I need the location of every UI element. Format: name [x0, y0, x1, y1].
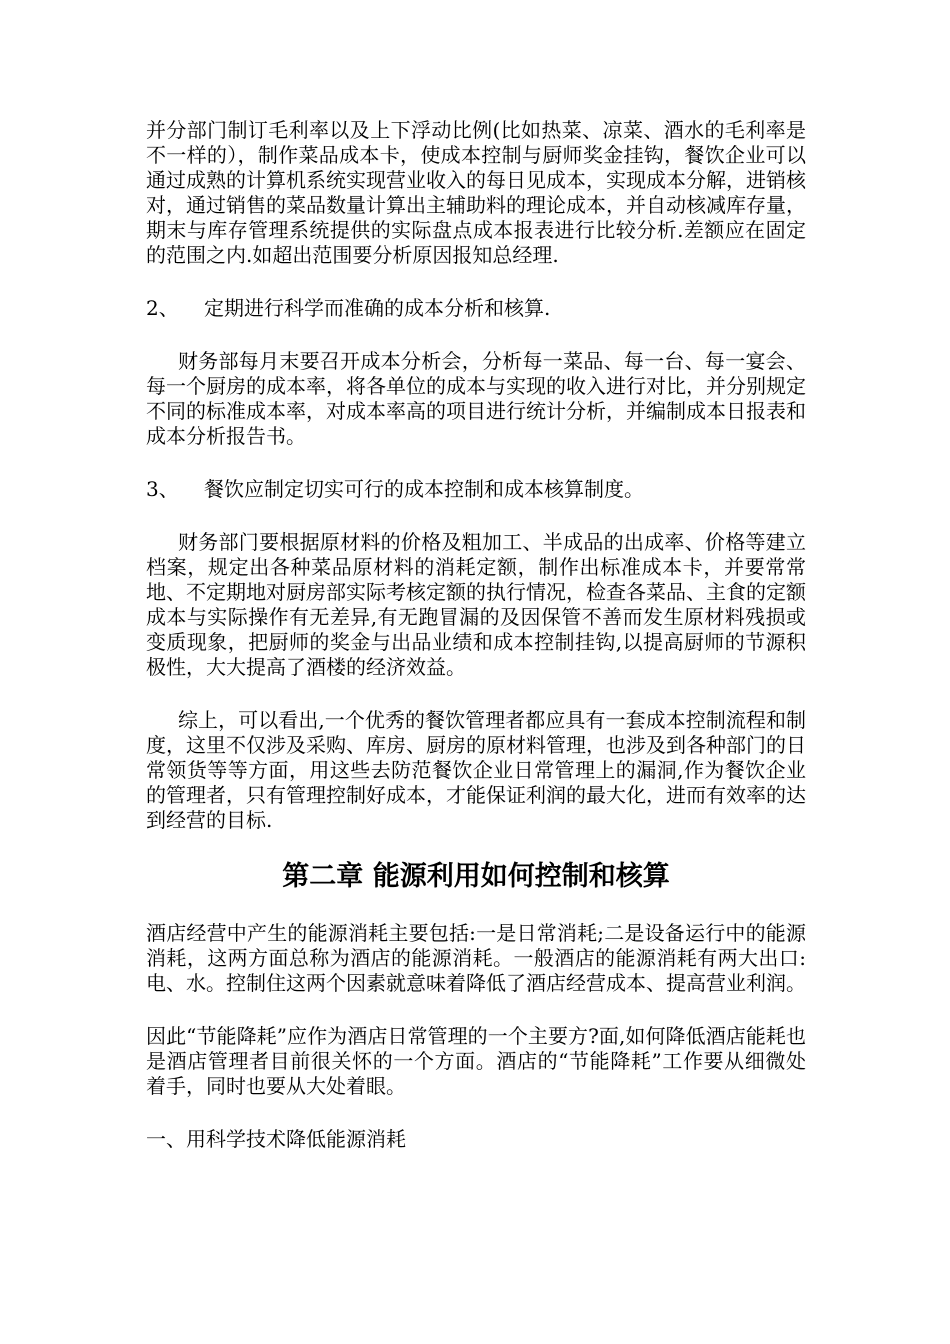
- chapter-title: 第二章 能源利用如何控制和核算: [282, 861, 670, 892]
- numbered-item-2: [146, 296, 806, 321]
- paragraph-energy-saving: 因此“节能降耗”应作为酒店日常管理的一个主要方?面,如何降低酒店能耗也是酒店管理者目前很关怀的一个方面。酒店的“节能降耗”工作要从细微处着手，同时也要从大处着眼。: [146, 1024, 806, 1098]
- paragraph-summary: 综上，可以看出,一个优秀的餐饮管理者都应具有一套成本控制流程和制度，这里不仅涉及采购、库房、厨房的原材料管理，也涉及到各种部门的日常领货等等方面，用这些去防范餐饮企业日常管理上的漏洞,作为餐饮企业的管理者，只有管理控制好成本，才能保证利润的最大化，进而有效率的达到经营的目标.: [146, 708, 806, 832]
- item-text: 定期进行科学而准确的成本分析和核算.: [204, 296, 551, 320]
- paragraph-energy-consumption: 酒店经营中产生的能源消耗主要包括:一是日常消耗;二是设备运行中的能源消耗，这两方面总称为酒店的能源消耗。一般酒店的能源消耗有两大出口:电、水。控制住这两个因素就意味着降低了酒店经营成本、提高营业利润。: [146, 921, 806, 995]
- paragraph-cost-control-system: 财务部门要根据原材料的价格及粗加工、半成品的出成率、价格等建立档案，规定出各种菜品原材料的消耗定额，制作出标准成本卡，并要常常地、不定期地对厨房部实际考核定额的执行情况，检查各菜品、主食的定额成本与实际操作有无差异,有无跑冒漏的及因保管不善而发生原材料残损或变质现象，把厨师的奖金与出品业绩和成本控制挂钩,以提高厨师的节源积极性，大大提高了酒楼的经济效益。: [146, 530, 806, 679]
- paragraph-cost-card: 并分部门制订毛利率以及上下浮动比例(比如热菜、凉菜、酒水的毛利率是不一样的），制作菜品成本卡，使成本控制与厨师奖金挂钩，餐饮企业可以通过成熟的计算机系统实现营业收入的每日见成本，实现成本分解，进销核对，通过销售的菜品数量计算出主辅助料的理论成本，并自动核减库存量，期末与库存管理系统提供的实际盘点成本报表进行比较分析.差额应在固定的范围之内.如超出范围要分析原因报知总经理.: [146, 118, 806, 267]
- paragraph-cost-analysis: 财务部每月末要召开成本分析会，分析每一菜品、每一台、每一宴会、每一个厨房的成本率，将各单位的成本与实现的收入进行对比，并分别规定不同的标准成本率，对成本率高的项目进行统计分析，并编制成本日报表和成本分析报告书。: [146, 349, 806, 448]
- numbered-item-3: [146, 477, 806, 502]
- item-text: 餐饮应制定切实可行的成本控制和成本核算制度。: [204, 477, 644, 501]
- item-number: 2、: [146, 296, 179, 320]
- document-page: [146, 118, 806, 1152]
- section-heading: 一、用科学技术降低能源消耗: [146, 1127, 406, 1151]
- item-number: 3、: [146, 477, 179, 501]
